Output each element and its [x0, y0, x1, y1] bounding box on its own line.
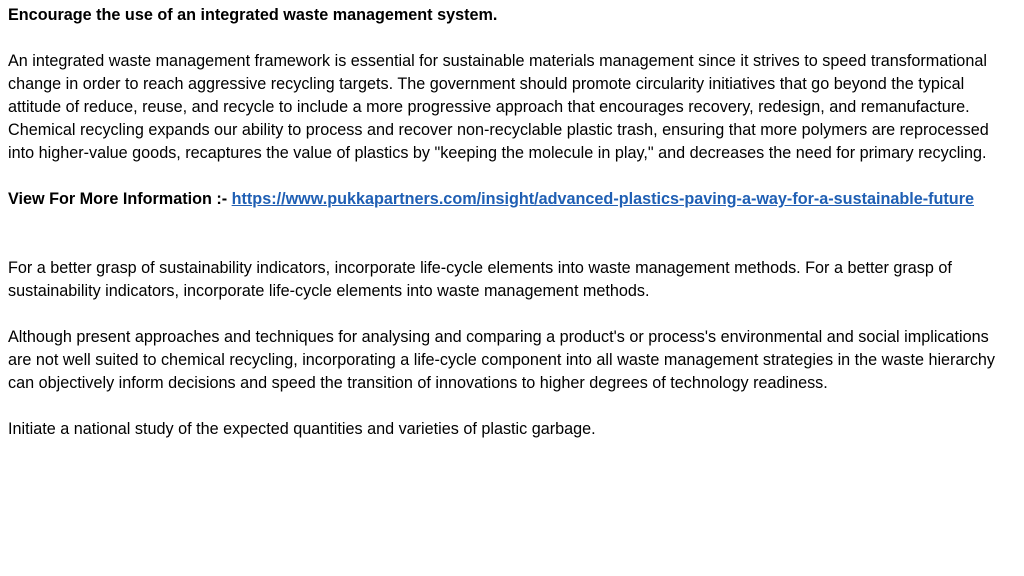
- spacer: [8, 211, 998, 257]
- more-info-line: [8, 188, 998, 211]
- more-info-link[interactable]: https://www.pukkapartners.com/insight/advanced-plastics-paving-a-way-for-a-sustainable-future: [231, 190, 974, 208]
- document-page: [8, 4, 998, 441]
- paragraph-life-cycle: For a better grasp of sustainability indicators, incorporate life-cycle elements into waste management methods. For a better grasp of sustainability indicators, incorporate life-cycle elements into waste management methods.: [8, 259, 952, 300]
- section-heading: Encourage the use of an integrated waste management system.: [8, 6, 498, 24]
- spacer: [8, 165, 998, 188]
- spacer: [8, 395, 998, 418]
- paragraph-national-study: Initiate a national study of the expected quantities and varieties of plastic garbage.: [8, 420, 596, 438]
- more-info-label: View For More Information :-: [8, 190, 232, 208]
- spacer: [8, 27, 998, 50]
- paragraph-integrated-framework: An integrated waste management framework is essential for sustainable materials management since it strives to speed transformational change in order to reach aggressive recycling targets. The government should promote circularity initiatives that go beyond the typical attitude of reduce, reuse, and recycle to include a more progressive approach that encourages recovery, redesign, and remanufacture. Chemical recycling expands our ability to process and recover non-recyclable plastic trash, ensuring that more polymers are reprocessed into higher-value goods, recaptures the value of plastics by "keeping the molecule in play," and decreases the need for primary recycling.: [8, 52, 989, 162]
- paragraph-approaches: Although present approaches and techniques for analysing and comparing a product's or process's environmental and social implications are not well suited to chemical recycling, incorporating a life-cycle component into all waste management strategies in the waste hierarchy can objectively inform decisions and speed the transition of innovations to higher degrees of technology readiness.: [8, 328, 996, 392]
- spacer: [8, 303, 998, 326]
